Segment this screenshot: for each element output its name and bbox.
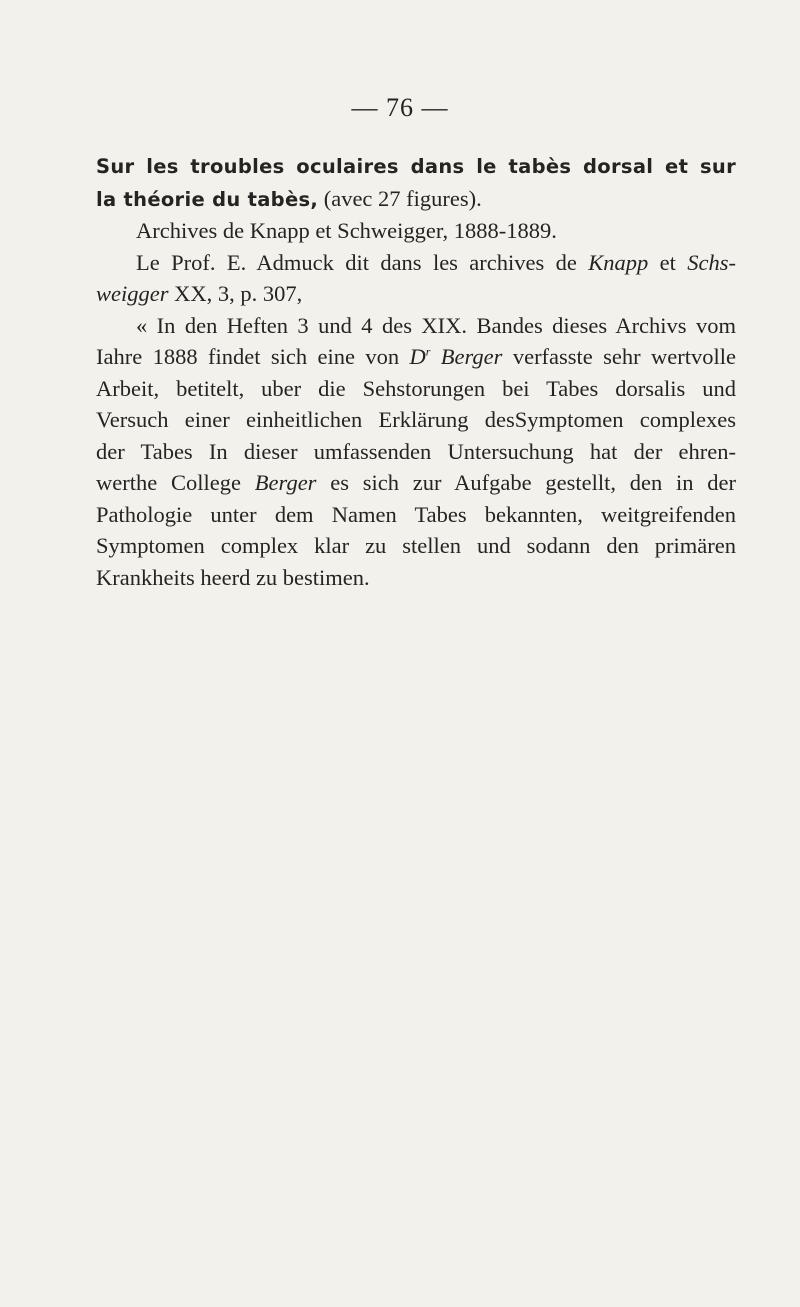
- quote-text-5: der Tabes In dieser umfassenden Untersuchung hat der ehren-: [96, 438, 736, 464]
- heading-line-2: [96, 183, 736, 216]
- quote-text-6a: werthe College: [96, 470, 241, 495]
- quote-text-1: « In den Heften 3 und 4 des XIX. Bandes dieses Archivs vom: [136, 312, 736, 338]
- prof-line-1: [96, 247, 736, 279]
- berger-name: Berger: [440, 344, 503, 369]
- volume-reference: XX, 3, p. 307,: [174, 281, 303, 306]
- quote-text-8: Symptomen complex klar zu stellen und sodann den primären: [96, 533, 736, 558]
- quote-text-7: Pathologie unter dem Namen Tabes bekannten, weitgreifenden: [96, 501, 736, 527]
- quote-text-2a: Iahre 1888 findet sich eine von: [96, 344, 400, 369]
- quote-text-4: Versuch einer einheitlichen Erklärung desSymptomen complexes: [96, 407, 736, 432]
- page-number: — 76 —: [351, 93, 449, 122]
- text-body: [96, 150, 736, 593]
- quote-line-6: [96, 467, 736, 499]
- dr-superscript: r: [425, 344, 431, 359]
- quote-text-2b: verfasste sehr wertvolle: [512, 344, 737, 369]
- quote-line-8: [96, 530, 736, 562]
- berger-name-2: Berger: [254, 470, 317, 495]
- quote-text-3: Arbeit, betitelt, uber die Sehstorungen bei Tabes dorsalis und: [96, 375, 736, 401]
- quote-line-3: [96, 373, 736, 405]
- heading-line-1: [96, 150, 736, 183]
- knapp-name: Knapp: [588, 249, 649, 275]
- prof-intro-text: Le Prof. E. Admuck dit dans les archives de: [136, 249, 577, 275]
- quote-line-1: [96, 310, 736, 342]
- quote-text-9: Krankheits heerd zu bestimen.: [96, 564, 370, 590]
- heading-title: Sur les troubles oculaires dans le tabès dorsal et sur: [96, 155, 736, 178]
- schweigger-name-part2: weigger: [96, 281, 169, 306]
- dr-abbrev: D: [409, 344, 426, 369]
- schweigger-name-part1: Schs-: [687, 249, 737, 275]
- archives-text: Archives de Knapp et Schweigger, 1888-1889.: [136, 218, 557, 243]
- quote-line-4: [96, 404, 736, 436]
- quote-line-9: [96, 562, 736, 594]
- quote-text-6b: es sich zur Aufgabe gestellt, den in der: [330, 470, 737, 495]
- dr-berger-name: [409, 344, 502, 369]
- quote-line-7: [96, 499, 736, 531]
- et-word: et: [659, 249, 676, 275]
- heading-subtitle: la théorie du tabès,: [96, 187, 319, 211]
- quote-line-2: [96, 341, 736, 373]
- prof-line-2: [96, 278, 736, 310]
- quote-line-5: [96, 436, 736, 468]
- archives-reference: [96, 215, 736, 247]
- heading-figures-note: (avec 27 figures).: [323, 185, 482, 211]
